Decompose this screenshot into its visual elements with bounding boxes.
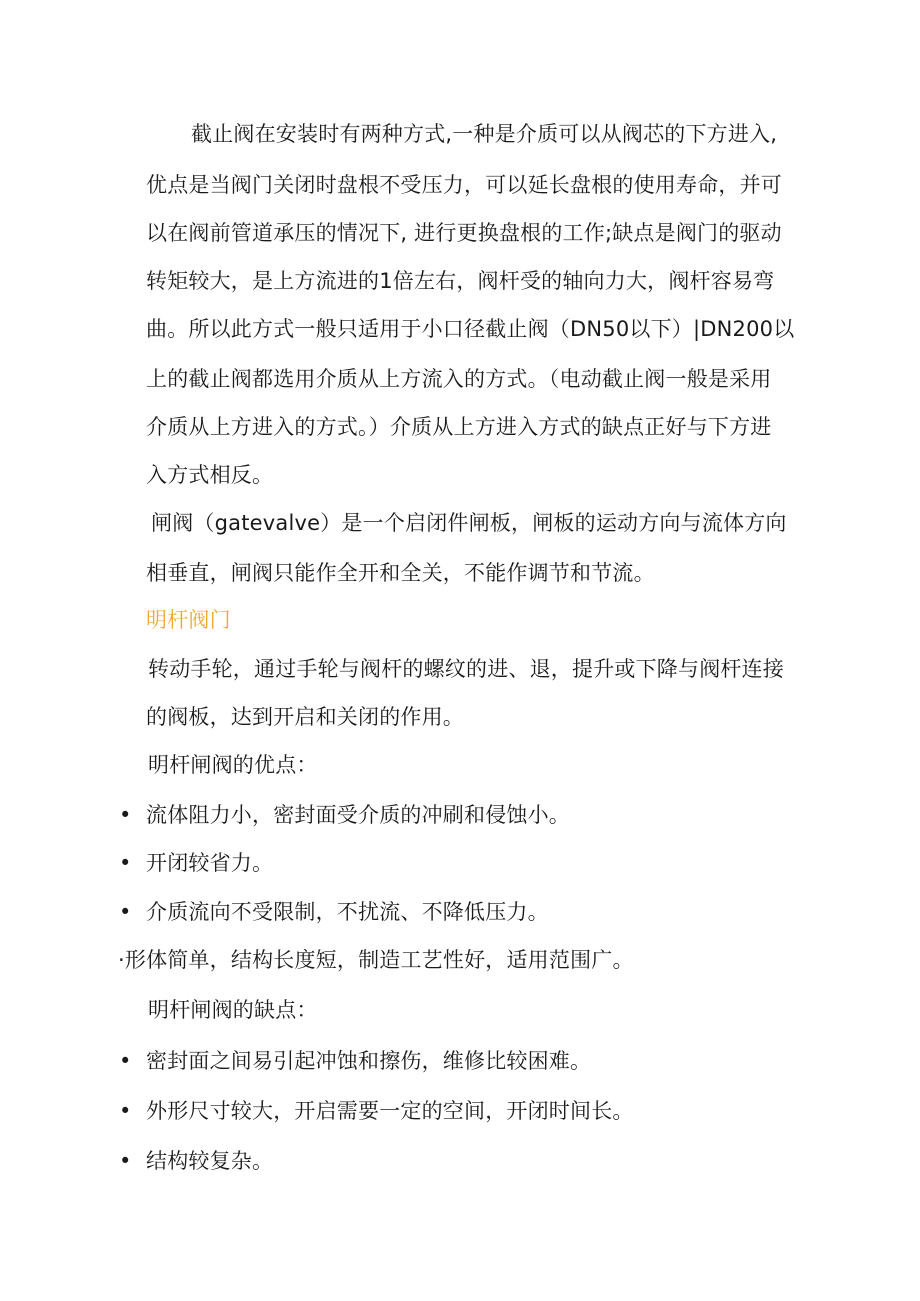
disadvantage-item-2: 外形尺寸较大，开启需要一定的空间，开闭时间长。: [146, 1099, 634, 1123]
paragraph-1-line-6: 上的截止阀都选用介质从上方流入的方式。（电动截止阀一般是采用: [146, 367, 772, 391]
paragraph-2-line-1: 闸阀（gatevalve）是一个启闭件闸板，闸板的运动方向与流体方向: [151, 511, 787, 535]
heading-open-stem-valve: 明杆阀门: [146, 608, 231, 632]
advantage-item-4: ·形体简单，结构长度短，制造工艺性好，适用范围广。: [118, 948, 634, 972]
bullet-icon: •: [119, 900, 132, 924]
paragraph-3-line-2: 的阀板，达到开启和关闭的作用。: [146, 705, 464, 729]
paragraph-2-line-2: 相垂直，闸阀只能作全开和全关，不能作调节和节流。: [146, 561, 655, 585]
advantage-item-2: 开闭较省力。: [146, 851, 274, 875]
bullet-icon: •: [119, 1149, 132, 1173]
advantages-title: 明杆闸阀的优点：: [148, 753, 318, 777]
paragraph-1-line-2: 优点是当阀门关闭时盘根不受压力，可以延长盘根的使用寿命，并可: [146, 173, 782, 197]
disadvantages-title: 明杆闸阀的缺点：: [148, 998, 318, 1022]
disadvantage-item-1: 密封面之间易引起冲蚀和擦伤，维修比较困难。: [146, 1049, 592, 1073]
paragraph-1-line-5: 曲。所以此方式一般只适用于小口径截止阀（DN50以下）|DN200以: [146, 317, 795, 341]
paragraph-1-line-8: 入方式相反。: [146, 463, 274, 487]
bullet-icon: •: [119, 1099, 132, 1123]
bullet-icon: •: [119, 851, 132, 875]
disadvantage-item-3: 结构较复杂。: [146, 1149, 274, 1173]
bullet-icon: •: [119, 803, 132, 827]
paragraph-1-line-7: 介质从上方进入的方式。）介质从上方进入方式的缺点正好与下方进: [146, 415, 772, 439]
paragraph-1-line-3: 以在阀前管道承压的情况下, 进行更换盘根的工作;缺点是阀门的驱动: [146, 221, 782, 245]
bullet-icon: •: [119, 1049, 132, 1073]
advantage-item-3: 介质流向不受限制，不扰流、不降低压力。: [146, 900, 549, 924]
paragraph-1-line-1: 截止阀在安装时有两种方式,一种是介质可以从阀芯的下方进入,: [191, 122, 778, 146]
advantage-item-1: 流体阻力小，密封面受介质的冲刷和侵蚀小。: [146, 803, 570, 827]
paragraph-3-line-1: 转动手轮，通过手轮与阀杆的螺纹的进、退，提升或下降与阀杆连接: [148, 657, 784, 681]
paragraph-1-line-4: 转矩较大，是上方流进的1倍左右，阀杆受的轴向力大，阀杆容易弯: [146, 269, 775, 293]
